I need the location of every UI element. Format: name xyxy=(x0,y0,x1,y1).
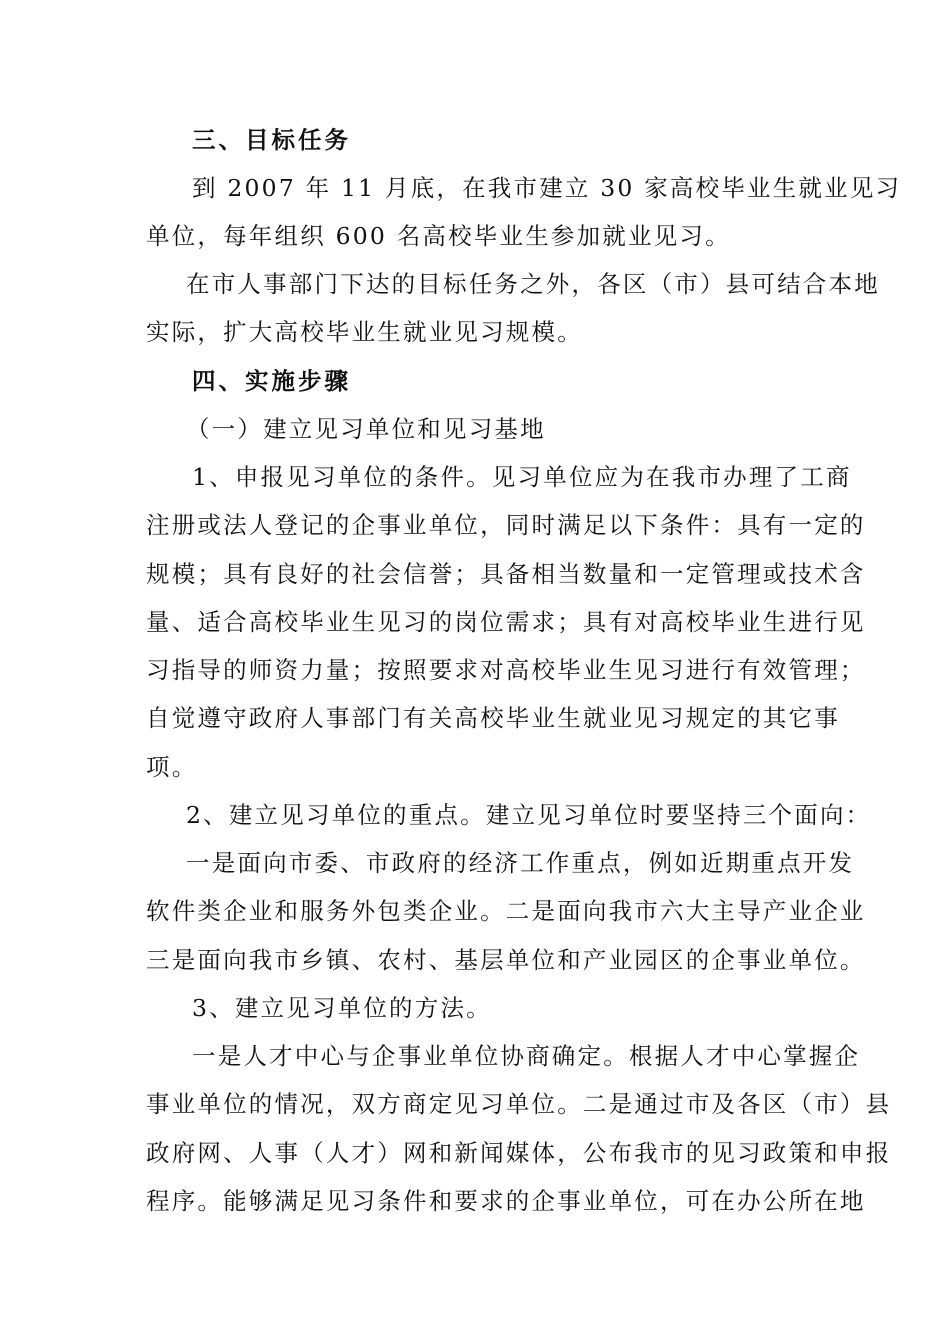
section-heading-steps: 四、实施步骤 xyxy=(192,367,351,395)
paragraph-line: 2、建立见习单位的重点。建立见习单位时要坚持三个面向： xyxy=(186,801,872,829)
paragraph-line: 实际，扩大高校毕业生就业见习规模。 xyxy=(146,318,583,346)
paragraph-line: 习指导的师资力量；按照要求对高校毕业生见习进行有效管理； xyxy=(146,656,866,684)
paragraph-line: 到 2007 年 11 月底，在我市建立 30 家高校毕业生就业见习 xyxy=(192,174,902,202)
paragraph-line: 政府网、人事（人才）网和新闻媒体，公布我市的见习政策和申报 xyxy=(146,1139,892,1167)
subsection-heading: （一）建立见习单位和见习基地 xyxy=(186,415,546,443)
paragraph-line: 量、适合高校毕业生见习的岗位需求；具有对高校毕业生进行见 xyxy=(146,608,866,636)
section-heading-targets: 三、目标任务 xyxy=(192,126,351,154)
paragraph-line: 项。 xyxy=(146,753,198,781)
paragraph-line: 1、申报见习单位的条件。见习单位应为在我市办理了工商 xyxy=(192,463,852,491)
paragraph-line: 自觉遵守政府人事部门有关高校毕业生就业见习规定的其它事 xyxy=(146,704,840,732)
paragraph-line: 三是面向我市乡镇、农村、基层单位和产业园区的企事业单位。 xyxy=(146,946,866,974)
paragraph-line: 3、建立见习单位的方法。 xyxy=(192,994,492,1022)
paragraph-line: 程序。能够满足见习条件和要求的企事业单位，可在办公所在地 xyxy=(146,1187,866,1215)
paragraph-line: 软件类企业和服务外包类企业。二是面向我市六大主导产业企业 xyxy=(146,897,866,925)
paragraph-line: 一是面向市委、市政府的经济工作重点，例如近期重点开发 xyxy=(186,849,855,877)
paragraph-line: 规模；具有良好的社会信誉；具备相当数量和一定管理或技术含 xyxy=(146,560,866,588)
paragraph-line: 在市人事部门下达的目标任务之外，各区（市）县可结合本地 xyxy=(186,270,880,298)
paragraph-line: 单位，每年组织 600 名高校毕业生参加就业见习。 xyxy=(146,222,731,250)
paragraph-line: 注册或法人登记的企事业单位，同时满足以下条件：具有一定的 xyxy=(146,511,866,539)
paragraph-line: 一是人才中心与企事业单位协商确定。根据人才中心掌握企 xyxy=(192,1042,861,1070)
paragraph-line: 事业单位的情况，双方商定见习单位。二是通过市及各区（市）县 xyxy=(146,1090,892,1118)
